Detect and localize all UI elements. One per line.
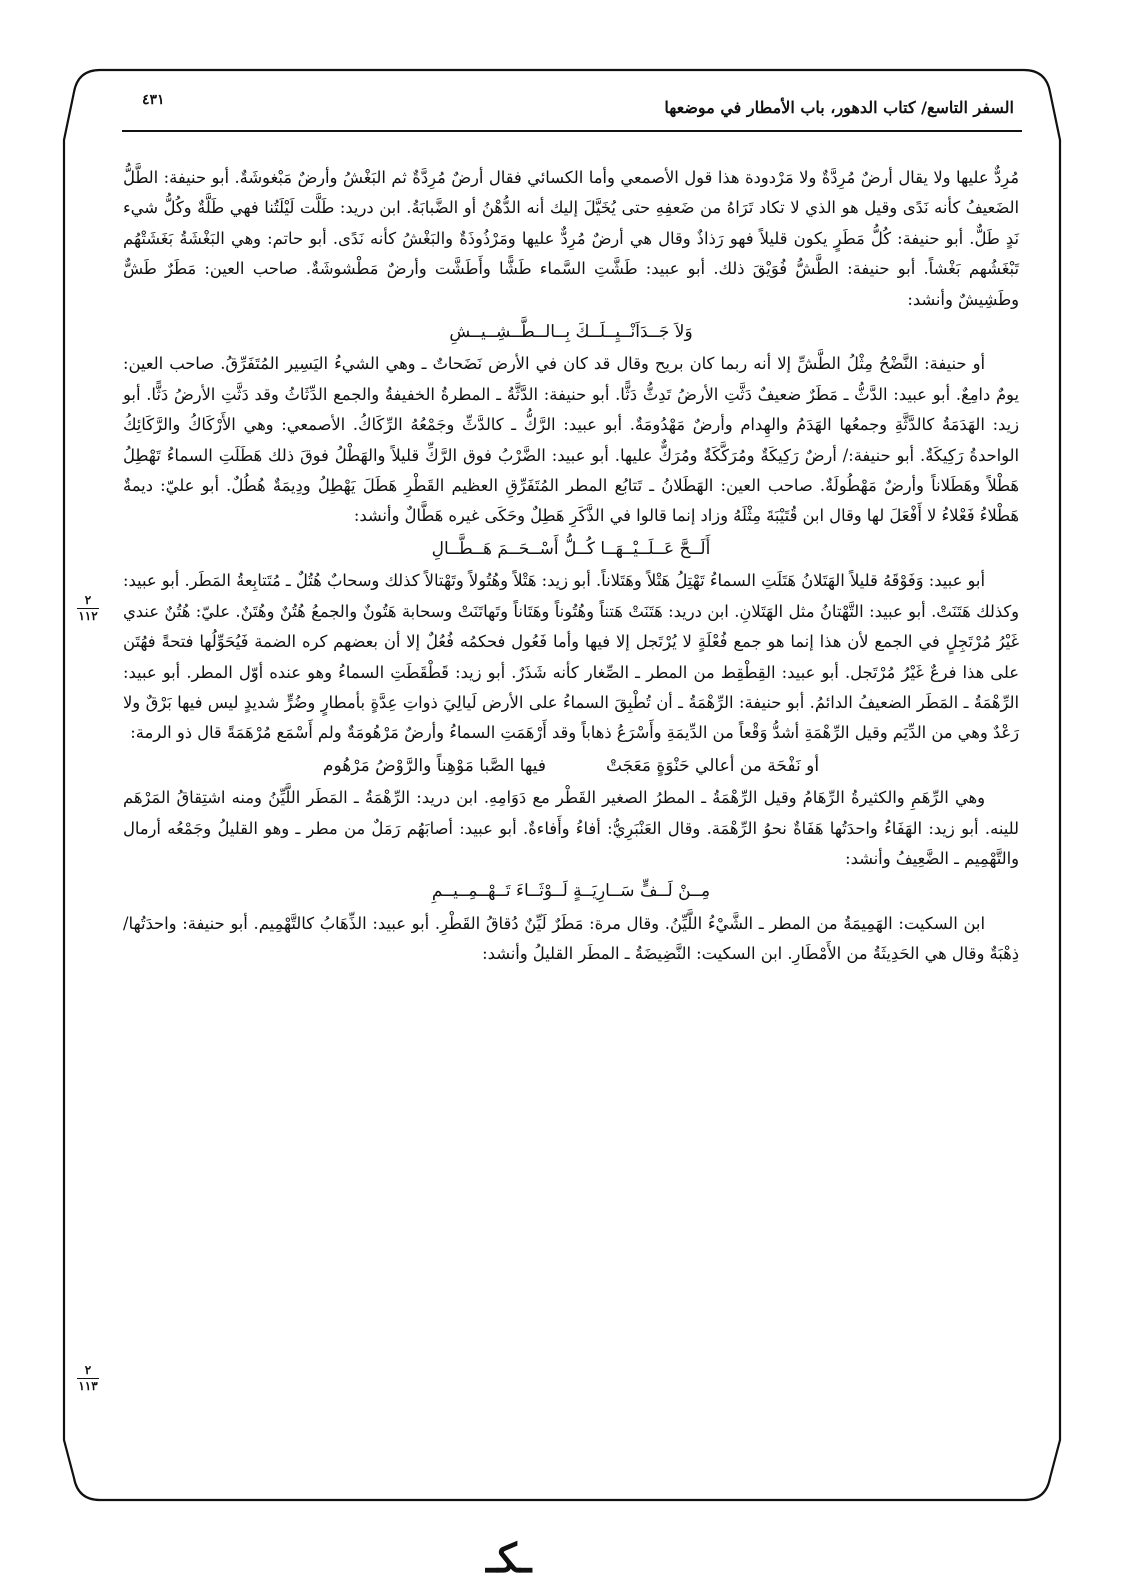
margin-note-top: ٢ [84, 593, 92, 607]
paragraph-3: أبو عبيد: وَفَوْقَهُ قليلاً الهَتَلانُ هَتَلَتِ السماءُ تَهْتِلُ هَتْلاً وهَتَلاناً. أبو زيد: هَتْلاً وهُتُولاً وتَهْتالاً كذلك وسحابٌ هُتُلٌ ـ مُتَتابِعةُ المَطَر. أبو عبيد: وكذلك هَتَنَتْ. أبو عبيد: التَّهْتانُ مثل الهَتَلانِ. ابن دريد: هَتَنَتْ هَتناً وهُتُوناً وهَتَاناً وتَهاتَنَتْ وسحابة هَتُونٌ والجمعُ هُتُنٌ وهُتَنٌ. عليّ: هُتُنٌ عندي غَيْرُ مُرْتَجِلٍ في الجمع لأن هذا إنما هو جمع فُعْلَةٍ لا يُرْتَجل إلا فيها وأما فَعُول فحكمُه فُعُلٌ إلا أن بعضهم كره الضمة فَيُحَوِّلُها فتحةً فهُتَن على هذا فرعٌ غَيْرُ مُرْتَجل. أبو عبيد: القِطْقِط من المطر ـ الصِّغار كأنه شَذَرٌ. أبو زيد: قَطْقَطَتِ السماءُ وهو عنده أوّل المطر. أبو عبيد: الرِّهْمَةُ ـ المَطَر الضعيفُ الدائمُ. أبو حنيفة: الرِّهْمَةُ ـ أن تُطْبِقَ السماءُ على الأرض لَيالِيَ ذواتِ عِدَّةٍ بأمطارٍ وضُرٍّ شديدٍ ليس فيها بَرْقٌ ولا رَعْدٌ وهي من الدِّيَم وقيل الرِّهْمَةِ أشدُّ وَقْعاً من الدِّيمَةِ وأَسْرَعُ ذهاباً وقد أَرْهَمَتِ السماءُ وأرضٌ مَرْهُومَةٌ ولم أَسْمَع مُرْهَمَةً قال ذو الرمة: [123, 571, 1019, 743]
verse-3-first-hemistich: أو نَفْحَة من أعالي حَنْوَةٍ مَعَجَتْ [605, 755, 820, 776]
paragraph-4: وهي الرِّهَمِ والكثيرةُ الرِّهَامُ وقيل الرِّهْمَةُ ـ المطرُ الصغير القَطْر مع دَوَامِهِ. ابن دريد: الرِّهْمَةُ ـ المَطَر اللَّيِّنُ ومنه اشتِقاقُ المَرْهَم للينه. أبو زيد: الهَفَاءُ واحدَتُها هَفَاةٌ نحوُ الرِّهْمَة. وقال العَنْبَرِيُّ: أفاءُ وأَفاءةٌ. أبو عبيد: أصابَهُم رَمَلٌ من مطر ـ وهو القليلُ وجَمْعُه أرمال والتَّهْمِيم ـ الضَّعِيفُ وأنشد: [123, 788, 1019, 868]
paragraph-5: ابن السكيت: الهَمِيمَةُ من المطر ـ الشَّيْءُ اللَّيِّنُ. وقال مرة: مَطَرٌ لَيِّنٌ دُقاقُ القَطْرِ. أبو عبيد: الذِّهَابُ كالتَّهْمِيم. أبو حنيفة: واحدَتُها/ ذِهْبَةٌ وقال هي الحَدِيثَةُ من الأَمْطَارِ. ابن السكيت: النَّضِيضَةُ ـ المطَر القليلُ وأنشد: [123, 913, 1019, 964]
margin-folio-note [77, 1364, 99, 1393]
margin-folio-note [77, 594, 99, 623]
verse-2: أَلَــحَّ عَــلَــيْــهَــا كُــلُّ أَسْــحَــمَ هَــطَّــالِ [431, 538, 711, 559]
margin-note-top: ٢ [84, 1363, 92, 1377]
bottom-scan-mark: ـكـ [486, 1535, 532, 1582]
margin-note-bottom: ١١٣ [78, 1379, 98, 1393]
verse-4: مِــنْ لَــفٍّ سَــارِيَــةٍ لَــوْثَــاءَ تَــهْــمِــيــمِ [431, 881, 711, 902]
margin-note-bottom: ١١٢ [78, 609, 98, 623]
main-text [123, 163, 1019, 970]
verse-1: وَلاَ جَــدَاَنْــيِــلَــكَ بِــالــطَّــشِــيــشِ [449, 322, 693, 343]
running-header-title: السفر التاسع/ كتاب الدهور، باب الأمطار في موضعها [664, 98, 1014, 117]
verse-3-second-hemistich: فيها الصَّبا مَوْهِناً والرَّوْضُ مَرْهُوم [322, 755, 546, 776]
verse-3 [123, 751, 1019, 781]
paragraph-2: أو حنيفة: النَّضْحُ مِثْلُ الطَّشِّ إلا أنه ربما كان بريح وقال قد كان في الأرض نَضَحاتٌ ـ وهي الشيءُ اليَسِير المُتَفَرِّقُ. صاحب العين: يومٌ دامِعٌ. أبو عبيد: الدَّثُّ ـ مَطَرٌ ضعيفٌ دَثَّتِ الأرضُ تَدِثُّ دَثًّا. أبو حنيفة: الدَّثَّةُ ـ المطرةُ الخفيفةُ والجمع الدِّثَاثُ وقد دَثَّتِ الأرضُ دَثًّا. أبو زيد: الهَدَمَةُ كالدَّثَّةِ وجمعُها الهَدَمُ والهِدام وأرضٌ مَهْدُومَةٌ. أبو عبيد: الرَّكُّ ـ كالدَّثِّ وجَمْعُهُ الرِّكَاكُ. الأصمعي: وهي الأَرْكَاكُ والرَّكَائِكُ الواحدةُ رَكِيكَةٌ. أبو حنيفة:/ أرضٌ رَكِيكَةٌ ومُرَكَّكَةٌ ومُرَكٌّ عليها. أبو عبيد: الضَّرْبُ فوق الرَّكِّ قليلاً والهَطْلُ فوقَ ذلك هَطَلَتِ السماءُ تَهْطِلُ هَطْلاً وهَطَلاناً وأرضٌ مَهْطُولَةٌ. صاحب العين: الهَطَلانُ ـ تَتابُع المطر المُتَفَرِّقِ العظيم القَطْرِ هَطَلَ يَهْطِلُ ودِيمَةٌ هُطُلٌ. أبو عليّ: ديمةٌ هَطْلاءُ فَعْلاءُ لا أَفْعَلَ لها وقال ابن قُتَيْبَةَ مِثْلَهُ وزاد إنما قالوا في الذَّكَرِ هَطِلٌ وحَكَى غيره هَطَّالٌ وأنشد: [123, 354, 1019, 526]
paragraph-1: مُرِدٌّ عليها ولا يقال أرضٌ مُرِدَّةٌ ولا مَرْدودة هذا قول الأصمعي وأما الكسائي فقال أرضٌ مُرِدَّةٌ ثم البَغْشُ وأرضٌ مَبْغوشَةٌ. أبو حنيفة: الطَّلُّ الضَعيفُ كأنه نَدًى وقيل هو الذي لا تكاد تَرَاهُ من ضَعفِهِ حتى يُخَيَّلَ إليك أنه الدُّهْنُ أو الضَّبابَةُ. ابن دريد: طَلَّت لَيْلَتُنا فهي طَلَّةٌ وكُلُّ شيء نَدٍ طَلٌّ. أبو حنيفة: كُلُّ مَطَرٍ يكون قليلاً فهو رَذاذٌ وقال هي أرضٌ مُرِدٌّ عليها ومَرْذُوذَةٌ والبَغْشُ كأنه نَدًى. أبو حاتم: وهي البَغْشَةُ بَغَشَتْهُم تَبْغَشُهم بَغْشاً. أبو حنيفة: الطَّشُّ فُوَيْقَ ذلك. أبو عبيد: طَشَّتِ السَّماء طَشًّا وأَطَشَّت وأرضٌ مَطْشوشَةٌ. صاحب العين: مَطَرٌ طَشٌّ وطَشِيشٌ وأنشد: [123, 168, 1019, 309]
page-number: ٤٣١ [142, 92, 165, 108]
